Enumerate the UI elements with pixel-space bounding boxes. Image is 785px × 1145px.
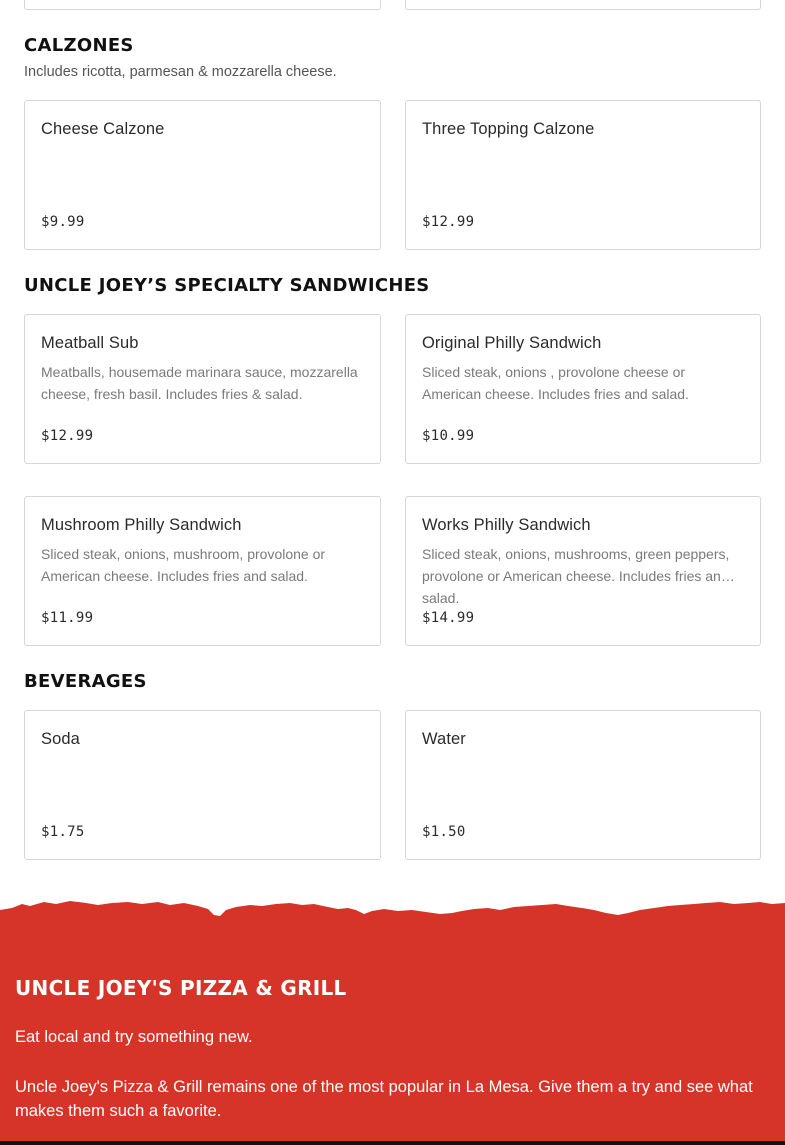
site-footer — [0, 900, 785, 1145]
section-subtitle-calzones: Includes ricotta, parmesan & mozzarella cheese. — [24, 64, 337, 80]
menu-item-card[interactable] — [24, 710, 381, 860]
menu-item-card-partial[interactable] — [24, 0, 381, 10]
menu-item-price: $14.99 — [422, 610, 475, 626]
menu-item-name: Water — [422, 730, 466, 748]
section-title-beverages: BEVERAGES — [24, 671, 147, 692]
menu-item-price: $10.99 — [422, 428, 475, 444]
menu-item-name: Meatball Sub — [41, 334, 139, 352]
menu-item-card[interactable] — [405, 496, 761, 646]
menu-item-price: $12.99 — [422, 214, 475, 230]
menu-item-price: $12.99 — [41, 428, 94, 444]
menu-item-price: $1.50 — [422, 824, 466, 840]
footer-bottom-bar — [0, 1141, 785, 1145]
menu-item-card-partial[interactable] — [405, 0, 761, 10]
footer-restaurant-name: UNCLE JOEY'S PIZZA & GRILL — [15, 976, 347, 1000]
menu-item-description: Sliced steak, onions, mushrooms, green peppers, provolone or American cheese. Includes fries and salad. — [422, 546, 730, 606]
footer-tagline: Eat local and try something new. — [15, 1028, 253, 1046]
menu-item-card[interactable] — [24, 496, 381, 646]
menu-item-description: Meatballs, housemade marinara sauce, mozzarella cheese, fresh basil. Includes fries & salad. — [41, 364, 358, 402]
menu-item-card[interactable] — [24, 100, 381, 250]
menu-item-price: $1.75 — [41, 824, 85, 840]
menu-item-description: Sliced steak, onions, mushroom, provolone or American cheese. Includes fries and salad. — [41, 546, 326, 584]
menu-item-price: $11.99 — [41, 610, 94, 626]
menu-item-name: Original Philly Sandwich — [422, 334, 602, 352]
menu-item-card[interactable] — [405, 100, 761, 250]
menu-item-description: Sliced steak, onions , provolone cheese or American cheese. Includes fries and salad. — [422, 364, 689, 402]
section-title-calzones: CALZONES — [24, 35, 134, 56]
section-title-sandwiches: UNCLE JOEY’S SPECIALTY SANDWICHES — [24, 275, 430, 296]
menu-item-name: Mushroom Philly Sandwich — [41, 516, 242, 534]
menu-item-card[interactable] — [405, 314, 761, 464]
menu-item-name: Three Topping Calzone — [422, 120, 595, 138]
menu-item-name: Cheese Calzone — [41, 120, 165, 138]
menu-item-card[interactable] — [405, 710, 761, 860]
menu-item-card[interactable] — [24, 314, 381, 464]
menu-item-name: Works Philly Sandwich — [422, 516, 591, 534]
footer-description: Uncle Joey's Pizza & Grill remains one of the most popular in La Mesa. Give them a try and see what makes them such a favorite. — [15, 1078, 753, 1120]
menu-item-name: Soda — [41, 730, 80, 748]
menu-item-price: $9.99 — [41, 214, 85, 230]
